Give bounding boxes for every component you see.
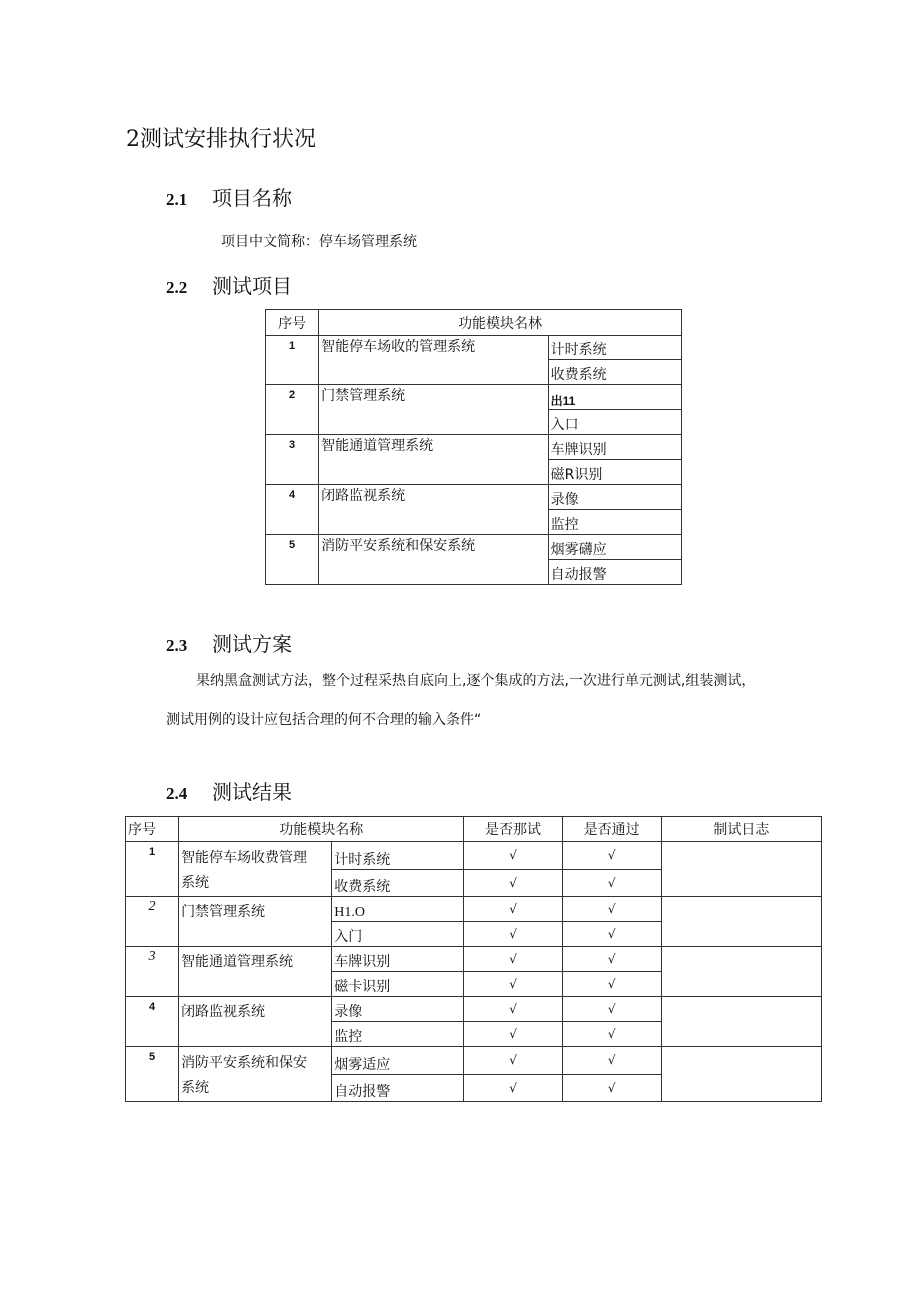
module-name xyxy=(179,947,332,997)
sub-module: 录像 xyxy=(332,997,464,1022)
section-title: 测试项目 xyxy=(212,274,292,298)
section-2-3-heading xyxy=(166,628,292,657)
row-number: 1 xyxy=(126,842,179,897)
tested-check: √ xyxy=(464,922,562,947)
module-name: 智能停车场收的管理系统 xyxy=(319,336,549,385)
module-name-line-1: 消防平安系统和保安 xyxy=(181,1055,308,1071)
table-row xyxy=(126,997,822,1022)
tested-check: √ xyxy=(464,869,562,897)
header-cell: 是否通过 xyxy=(562,817,661,842)
test-log-cell xyxy=(661,1047,821,1102)
row-number: 1 xyxy=(266,336,319,385)
sub-module: 磁卡识别 xyxy=(332,972,464,997)
row-number: 3 xyxy=(126,947,179,997)
sub-module: 烟雾适应 xyxy=(332,1047,464,1075)
module-name-line-2: 系统 xyxy=(181,875,210,891)
sub-module: 磁R识别 xyxy=(548,460,681,485)
passed-check: √ xyxy=(562,897,661,922)
table-header-row xyxy=(126,817,822,842)
tested-check: √ xyxy=(464,947,562,972)
tested-check: √ xyxy=(464,897,562,922)
module-name-line-2: 系统 xyxy=(181,1080,210,1096)
test-log-cell xyxy=(661,842,821,897)
tested-check: √ xyxy=(464,842,562,870)
sub-module: 出11 xyxy=(548,385,681,410)
module-name-line-1: 智能通道管理系统 xyxy=(181,954,294,970)
passed-check: √ xyxy=(562,972,661,997)
module-name xyxy=(179,997,332,1047)
test-items-table xyxy=(265,309,682,585)
table-row xyxy=(266,385,682,410)
sub-module: 监控 xyxy=(332,1022,464,1047)
test-log-cell xyxy=(661,997,821,1047)
sub-module: 自动报警 xyxy=(332,1074,464,1102)
module-name: 智能通道管理系统 xyxy=(319,435,549,485)
sub-module: 自动报警 xyxy=(548,560,681,585)
tested-check: √ xyxy=(464,997,562,1022)
table-row xyxy=(266,435,682,460)
test-log-cell xyxy=(661,897,821,947)
header-cell: 序号 xyxy=(126,817,179,842)
project-short-name: 项目中文简称：停车场管理系统 xyxy=(221,234,417,250)
sub-module: 车牌识别 xyxy=(548,435,681,460)
section-title: 测试结果 xyxy=(212,780,292,804)
row-number: 2 xyxy=(266,385,319,435)
section-number: 2.4 xyxy=(166,784,188,803)
passed-check: √ xyxy=(562,842,661,870)
sub-module: 计时系统 xyxy=(332,842,464,870)
section-title: 测试方案 xyxy=(212,632,292,656)
section-number: 2.1 xyxy=(166,190,188,209)
section-number: 2.2 xyxy=(166,278,188,297)
table-row xyxy=(266,535,682,560)
row-number: 4 xyxy=(126,997,179,1047)
header-cell: 序号 xyxy=(266,310,319,336)
row-number: 5 xyxy=(266,535,319,585)
module-name-line-1: 闭路监视系统 xyxy=(181,1004,266,1020)
sub-module: 监控 xyxy=(548,510,681,535)
tested-check: √ xyxy=(464,1047,562,1075)
sub-module: 车牌识别 xyxy=(332,947,464,972)
header-cell: 功能模块名称 xyxy=(179,817,464,842)
section-number: 2.3 xyxy=(166,636,188,655)
sub-module: 计时系统 xyxy=(548,336,681,360)
sub-module: 入门 xyxy=(332,922,464,947)
module-name xyxy=(179,1047,332,1102)
plan-paragraph-line-1: 果纳黑盒测试方法，整个过程采热自底向上,逐个集成的方法,一次进行单元测试,组装测试， xyxy=(196,673,756,689)
test-results-table xyxy=(125,816,822,1102)
passed-check: √ xyxy=(562,997,661,1022)
sub-module: 入口 xyxy=(548,410,681,435)
tested-check: √ xyxy=(464,1022,562,1047)
sub-module: 收费系统 xyxy=(332,869,464,897)
module-name xyxy=(179,897,332,947)
module-name-line-1: 智能停车场收费管理 xyxy=(181,850,308,866)
row-number: 5 xyxy=(126,1047,179,1102)
passed-check: √ xyxy=(562,1047,661,1075)
module-name xyxy=(179,842,332,897)
header-cell: 功能模块名林 xyxy=(319,310,682,336)
passed-check: √ xyxy=(562,1074,661,1102)
passed-check: √ xyxy=(562,1022,661,1047)
header-cell: 是否那试 xyxy=(464,817,562,842)
sub-module: 收费系统 xyxy=(548,360,681,385)
module-name: 闭路监视系统 xyxy=(319,485,549,535)
table-row xyxy=(126,842,822,870)
row-number: 4 xyxy=(266,485,319,535)
section-2-2-heading xyxy=(166,270,292,299)
section-title: 项目名称 xyxy=(212,186,292,210)
table-row xyxy=(266,336,682,360)
row-number: 3 xyxy=(266,435,319,485)
section-heading: 2测试安排执行状况 xyxy=(126,127,316,152)
module-name: 消防平安系统和保安系统 xyxy=(319,535,549,585)
sub-module: 烟雾礴应 xyxy=(548,535,681,560)
tested-check: √ xyxy=(464,1074,562,1102)
table-row xyxy=(266,485,682,510)
table-row xyxy=(126,947,822,972)
table-row xyxy=(126,897,822,922)
passed-check: √ xyxy=(562,869,661,897)
test-log-cell xyxy=(661,947,821,997)
plan-paragraph-line-2: 测试用例的设计应包括合理的何不合理的输入条件“ xyxy=(166,712,482,728)
table-row xyxy=(126,1047,822,1075)
row-number: 2 xyxy=(126,897,179,947)
header-cell: 制试日志 xyxy=(661,817,821,842)
sub-module: 录像 xyxy=(548,485,681,510)
passed-check: √ xyxy=(562,947,661,972)
section-2-1-heading xyxy=(166,182,292,211)
passed-check: √ xyxy=(562,922,661,947)
module-name-line-1: 门禁管理系统 xyxy=(181,904,266,920)
sub-module: H1.O xyxy=(332,897,464,922)
module-name: 门禁管理系统 xyxy=(319,385,549,435)
tested-check: √ xyxy=(464,972,562,997)
table-header-row xyxy=(266,310,682,336)
section-2-4-heading xyxy=(166,776,292,805)
